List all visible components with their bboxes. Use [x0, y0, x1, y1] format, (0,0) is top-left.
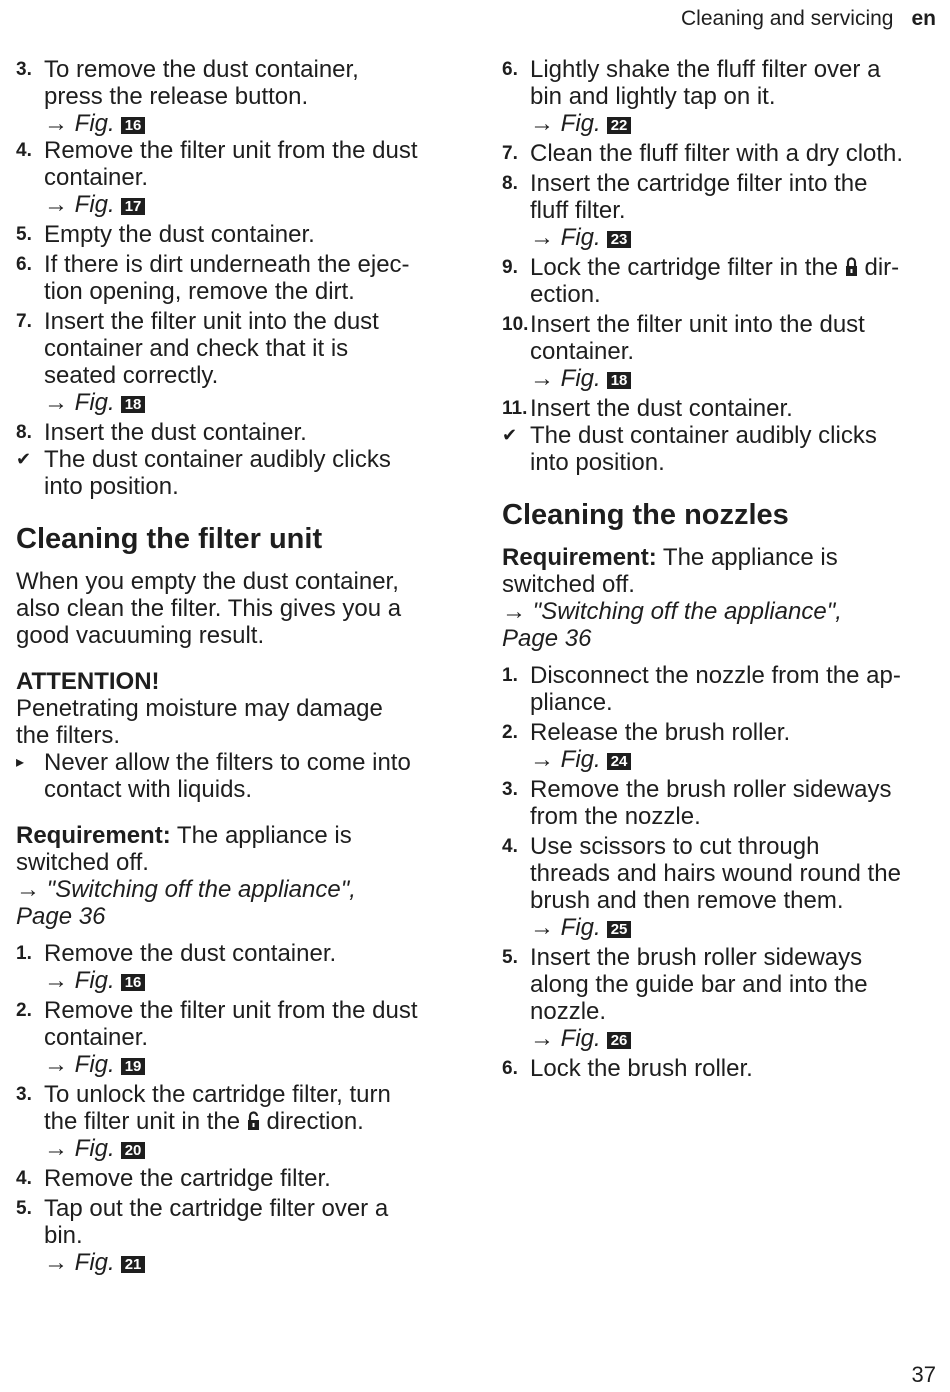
figure-number-badge: 18 [121, 396, 146, 413]
unlock-icon [247, 1111, 260, 1131]
intro-paragraph: When you empty the dust container, also clean the filter. This gives you a good vacuuming result. [16, 568, 402, 649]
list-item: 7. Clean the fluff filter with a dry cloth. [502, 140, 904, 167]
list-item: 4. Remove the filter unit from the dust container. → Fig. 17 [16, 137, 456, 218]
figure-number-badge: 25 [607, 921, 632, 938]
result-item: ✔ The dust container audibly clicks into position. [502, 422, 877, 476]
page-reference: → "Switching off the appliance", [16, 876, 356, 903]
section-heading: Cleaning the filter unit [16, 523, 323, 555]
arrow-icon: → [16, 876, 40, 903]
list-item: 3. To unlock the cartridge filter, turn the filter unit in the direction. → Fig. 20 [16, 1081, 456, 1162]
lock-icon [845, 257, 858, 277]
list-item: 8. Insert the cartridge filter into the fluff filter. → Fig. 23 [502, 170, 942, 251]
figure-reference: → Fig. 18 [530, 365, 942, 392]
figure-number-badge: 24 [607, 753, 632, 770]
attention-notice: ATTENTION! Penetrating moisture may damage the filters. ▸ Never allow the filters to come into contact with liquids. [16, 668, 456, 803]
figure-number-badge: 22 [607, 117, 632, 134]
list-item: 2. Remove the filter unit from the dust container. → Fig. 19 [16, 997, 456, 1078]
page-header [681, 6, 936, 32]
figure-number-badge: 20 [121, 1142, 146, 1159]
section-heading: Cleaning the nozzles [502, 499, 789, 531]
list-item: 6. Lightly shake the fluff filter over a bin and lightly tap on it. → Fig. 22 [502, 56, 942, 137]
right-column [502, 56, 942, 1082]
figure-reference: → Fig. 19 [44, 1051, 456, 1078]
figure-reference: → Fig. 16 [44, 967, 456, 994]
list-item: 4. Use scissors to cut through threads and hairs wound round the brush and then remove them. → Fig. 25 [502, 833, 942, 941]
check-icon: ✔ [502, 425, 518, 445]
list-item: 4. Remove the cartridge filter. [16, 1165, 331, 1192]
list-item: 9. Lock the cartridge filter in the dir- ection. [502, 254, 900, 308]
list-item: 8. Insert the dust container. [16, 419, 307, 446]
requirement-block: Requirement: The appliance is switched off. → "Switching off the appliance", Page 36 [16, 822, 456, 930]
list-item: 1. Disconnect the nozzle from the ap- pliance. [502, 662, 901, 716]
figure-number-badge: 26 [607, 1032, 632, 1049]
list-item: 1. Remove the dust container. → Fig. 16 [16, 940, 456, 994]
list-item: 3. To remove the dust container, press the release button. → Fig. 16 [16, 56, 456, 137]
list-item: 6. Lock the brush roller. [502, 1055, 753, 1082]
arrow-icon: → [502, 598, 526, 625]
page-reference: → "Switching off the appliance", [502, 598, 842, 625]
figure-number-badge: 17 [121, 198, 146, 215]
result-item: ✔ The dust container audibly clicks into position. [16, 446, 391, 500]
section-title: Cleaning and servicing [681, 7, 894, 30]
figure-number-badge: 16 [121, 117, 146, 134]
figure-number-badge: 21 [121, 1256, 146, 1273]
figure-number-badge: 16 [121, 974, 146, 991]
list-item: 5. Empty the dust container. [16, 221, 315, 248]
list-item: 6. If there is dirt underneath the ejec- tion opening, remove the dirt. [16, 251, 410, 305]
figure-reference: → Fig. 21 [44, 1249, 456, 1276]
list-item: 7. Insert the filter unit into the dust container and check that it is seated correctly. → Fig. 18 [16, 308, 456, 416]
page-number: 37 [911, 1362, 936, 1387]
figure-number-badge: 19 [121, 1058, 146, 1075]
check-icon: ✔ [16, 449, 32, 469]
figure-reference: → Fig. 25 [530, 914, 942, 941]
figure-reference: → Fig. 18 [44, 389, 456, 416]
list-item: 10. Insert the filter unit into the dust container. → Fig. 18 [502, 311, 942, 392]
figure-reference: → Fig. 16 [44, 110, 456, 137]
language-code: en [911, 7, 936, 30]
list-item: 5. Insert the brush roller sideways along the guide bar and into the nozzle. → Fig. 26 [502, 944, 942, 1052]
arrow-bullet-icon: ▸ [16, 754, 25, 771]
requirement-block: Requirement: The appliance is switched off. → "Switching off the appliance", Page 36 [502, 544, 942, 652]
figure-reference: → Fig. 20 [44, 1135, 456, 1162]
action-item: ▸ Never allow the filters to come into contact with liquids. [16, 749, 411, 803]
list-item: 2. Release the brush roller. → Fig. 24 [502, 719, 942, 773]
list-item: 11. Insert the dust container. [502, 395, 793, 422]
figure-reference: → Fig. 26 [530, 1025, 942, 1052]
figure-reference: → Fig. 24 [530, 746, 942, 773]
figure-reference: → Fig. 17 [44, 191, 456, 218]
list-item: 5. Tap out the cartridge filter over a bin. → Fig. 21 [16, 1195, 456, 1276]
list-item: 3. Remove the brush roller sideways from the nozzle. [502, 776, 892, 830]
figure-number-badge: 23 [607, 231, 632, 248]
attention-title: ATTENTION! [16, 668, 160, 695]
left-column [16, 56, 456, 1276]
figure-number-badge: 18 [607, 372, 632, 389]
figure-reference: → Fig. 23 [530, 224, 942, 251]
figure-reference: → Fig. 22 [530, 110, 942, 137]
